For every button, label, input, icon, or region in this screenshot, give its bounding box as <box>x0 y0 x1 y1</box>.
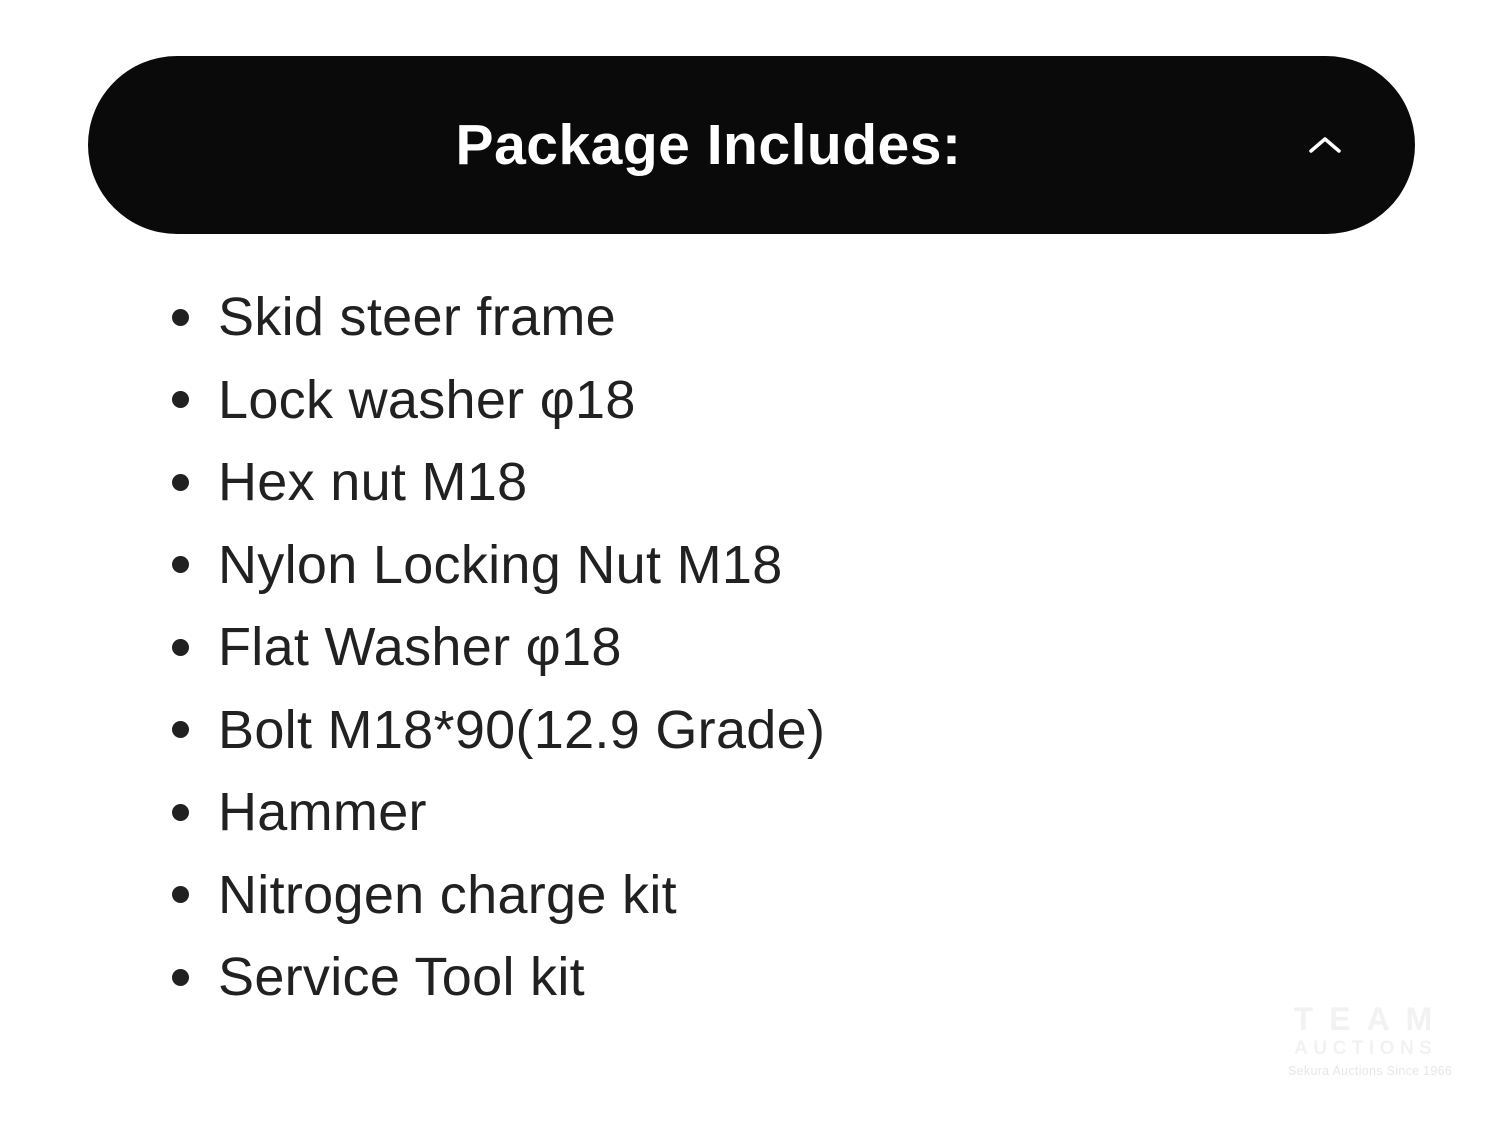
package-list-item <box>172 854 825 937</box>
package-includes-accordion-header[interactable] <box>88 56 1415 234</box>
bullet-icon <box>172 804 189 821</box>
package-item-label: Skid steer frame <box>218 287 616 348</box>
package-list-item <box>172 606 825 689</box>
accordion-title: Package Includes: <box>455 113 962 177</box>
package-list-item <box>172 359 825 442</box>
package-list-item <box>172 441 825 524</box>
package-item-label: Service Tool kit <box>218 947 585 1008</box>
bullet-icon <box>172 474 189 491</box>
package-item-label: Nylon Locking Nut M18 <box>218 534 783 595</box>
package-item-label: Lock washer φ18 <box>218 369 636 430</box>
watermark-brand-line1: TEAM <box>1293 1001 1449 1037</box>
watermark-tagline: Sekura Auctions Since 1966 <box>1288 1064 1453 1078</box>
package-item-label: Hammer <box>218 782 427 843</box>
bullet-icon <box>172 886 189 903</box>
bullet-icon <box>172 391 189 408</box>
package-list-item <box>172 276 825 359</box>
bullet-icon <box>172 556 189 573</box>
package-list-item <box>172 771 825 854</box>
package-item-label: Nitrogen charge kit <box>218 864 677 925</box>
watermark-brand-line2: AUCTIONS <box>1294 1038 1438 1059</box>
bullet-icon <box>172 309 189 326</box>
package-list-item <box>172 689 825 772</box>
team-auctions-watermark <box>1288 1001 1453 1078</box>
package-item-label: Bolt M18*90(12.9 Grade) <box>218 699 826 760</box>
bullet-icon <box>172 639 189 656</box>
bullet-icon <box>172 969 189 986</box>
package-list-item <box>172 936 825 1019</box>
chevron-up-icon[interactable] <box>1308 136 1342 154</box>
package-list <box>172 276 825 1019</box>
package-item-label: Hex nut M18 <box>218 452 528 513</box>
package-list-item <box>172 524 825 607</box>
package-item-label: Flat Washer φ18 <box>218 617 622 678</box>
bullet-icon <box>172 721 189 738</box>
